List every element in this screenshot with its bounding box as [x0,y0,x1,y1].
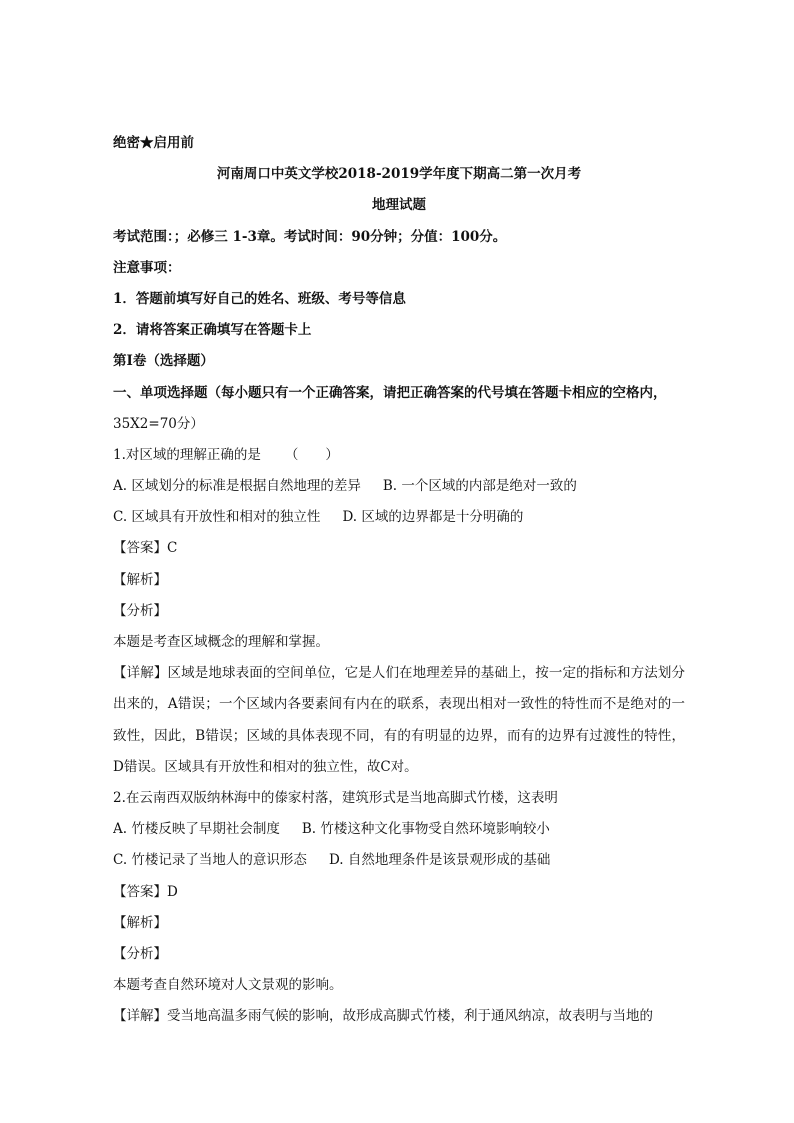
question-1-options-ab [113,471,685,502]
question-1-stem-row [113,440,685,471]
question-2-option-a: A. 竹楼反映了早期社会制度 [113,821,280,838]
question-1-analysis: 本题是考查区域概念的理解和掌握。 [113,634,329,650]
question-2-stem: 2.在云南西双版纳林海中的傣家村落，建筑形式是当地高脚式竹楼，这表明 [113,790,558,806]
exam-page [113,128,685,1033]
question-2-options-ab [113,814,685,845]
question-1-option-a: A. 区域划分的标准是根据自然地理的差异 [113,478,361,495]
exam-title: 河南周口中英文学校2018-2019学年度下期高二第一次月考 [216,166,582,183]
secret-label: 绝密★启用前 [113,135,194,151]
notice-title: 注意事项： [113,259,181,276]
question-2-jiexi: 【解析】 [113,914,167,931]
notice-item-2: 2．请将答案正确填写在答题卡上 [113,322,312,339]
question-1-options-cd [113,502,685,533]
question-2-options-cd [113,845,685,876]
question-2-option-c: C. 竹楼记录了当地人的意识形态 [113,852,307,869]
question-1-jiexi: 【解析】 [113,571,167,588]
notice-item-1: 1．答题前填写好自己的姓名、班级、考号等信息 [113,290,406,307]
question-1-blank: （ ） [284,446,339,463]
question-1-fenxi: 【分析】 [113,602,167,619]
question-2-option-d: D. 自然地理条件是该景观形成的基础 [328,852,551,869]
question-2-analysis: 本题考查自然环境对人文景观的影响。 [113,977,343,994]
question-1-option-c: C. 区域具有开放性和相对的独立性 [113,509,321,526]
question-2-answer: 【答案】D [113,883,178,900]
question-1-detail: 【详解】区域是地球表面的空间单位，它是人们在地理差异的基础上，按一定的指标和方法划分出来的，A错误；一个区域内各要素间有内在的联系，表现出相对一致性的特性而不是绝对的一致性，因此，B错误；区域的具体表现不同，有的有明显的边界，而有的边界有过渡性的特性，D错误。区域具有开放性和相对的独立性，故C对。 [113,665,685,775]
question-2-fenxi: 【分析】 [113,945,167,962]
subject-title: 地理试题 [372,197,426,214]
question-1-answer: 【答案】C [113,540,178,557]
question-2-option-b: B. 竹楼这种文化事物受自然环境影响较小 [301,821,550,838]
question-1-stem: 1.对区域的理解正确的是 [113,446,261,463]
volume-title: 第I卷（选择题） [113,353,214,370]
question-1-option-d: D. 区域的边界都是十分明确的 [342,509,524,526]
part-title-line-1: 一、单项选择题（每小题只有一个正确答案，请把正确答案的代号填在答题卡相应的空格内， [113,384,667,401]
question-2-detail: 【详解】受当地高温多雨气候的影响，故形成高脚式竹楼，利于通风纳凉，故表明与当地的 [113,1008,653,1025]
part-title-line-2: 35X2=70分） [113,415,204,432]
question-1-option-b: B. 一个区域的内部是绝对一致的 [382,478,577,495]
exam-scope: 考试范围：；必修三 1-3章。考试时间：90分钟；分值：100分。 [113,228,507,245]
